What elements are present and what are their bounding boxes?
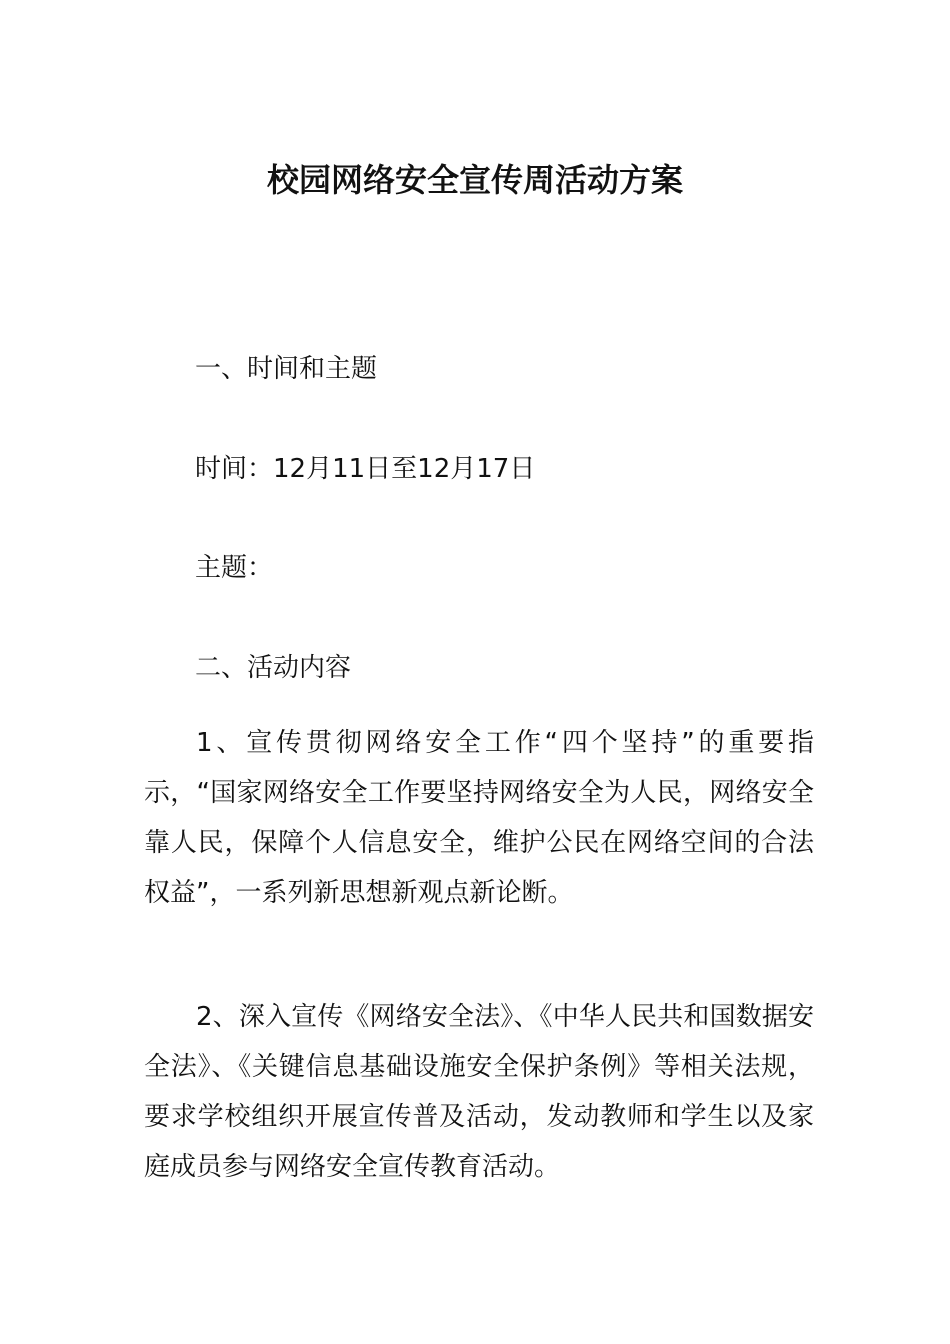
- time-line: 时间：12月11日至12月17日: [195, 454, 536, 484]
- section-heading-time-theme: 一、时间和主题: [195, 354, 378, 384]
- document-title: 校园网络安全宣传周活动方案: [266, 161, 683, 199]
- activity-item-1: 1、宣传贯彻网络安全工作“四个坚持”的重要指示，“国家网络安全工作要坚持网络安全为人民，网络安全靠人民，保障个人信息安全，维护公民在网络空间的合法权益”，一系列新思想新观点新论断。: [144, 728, 814, 908]
- section-heading-activities: 二、活动内容: [195, 653, 352, 683]
- theme-line: 主题：: [195, 553, 274, 583]
- activity-item-2: 2、深入宣传《网络安全法》、《中华人民共和国数据安全法》、《关键信息基础设施安全保护条例》等相关法规，要求学校组织开展宣传普及活动，发动教师和学生以及家庭成员参与网络安全宣传教育活动。: [144, 1002, 814, 1182]
